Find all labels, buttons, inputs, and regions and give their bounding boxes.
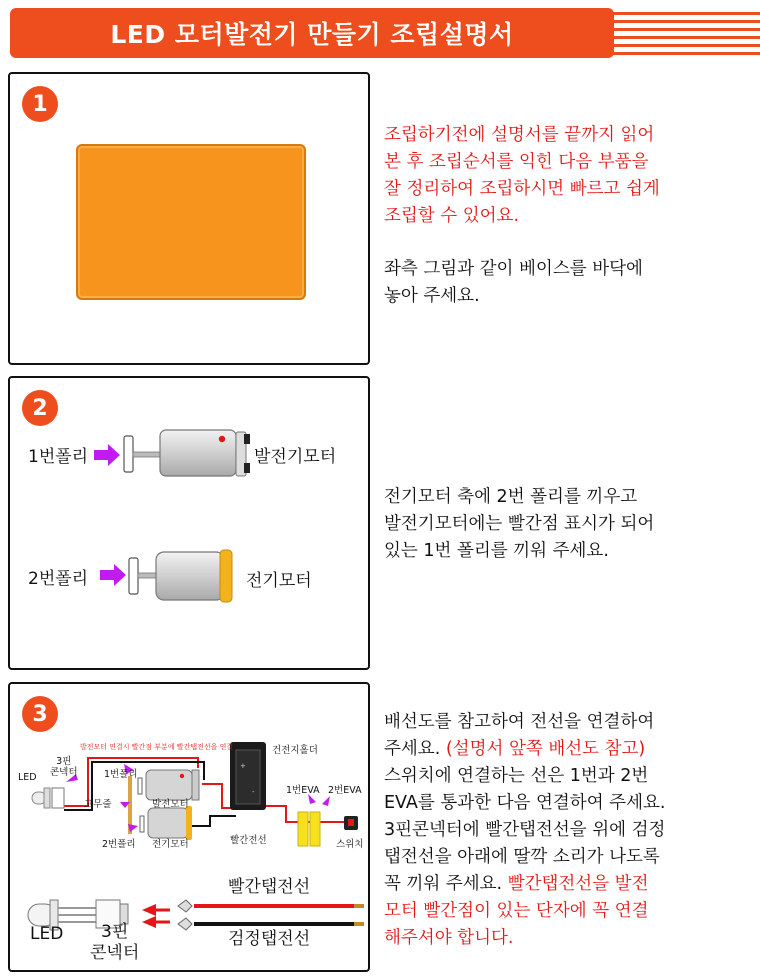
- diagram-connector-label: [50, 756, 78, 778]
- electric-motor-label: 전기모터: [246, 571, 312, 591]
- pulley1-icon: [124, 436, 133, 472]
- base-board-illustration: [76, 144, 306, 300]
- step1-instruction-text: [384, 256, 643, 310]
- step1-intro-line: 본 후 조립순서를 익힌 다음 부품을: [384, 152, 649, 172]
- red-tab-wire-label: 빨간탭전선: [228, 877, 311, 897]
- 3pin-connector-icon: [52, 788, 64, 808]
- red-arrow-icon: [142, 904, 156, 916]
- step1-intro-line: 조립하기전에 설명서를 끝까지 읽어: [384, 125, 655, 145]
- step3-text-red-segment: (설명서 앞쪽 배선도 참고): [445, 739, 646, 759]
- pulley1-label: 1번폴리: [28, 447, 89, 467]
- step3-instruction-line: [384, 898, 756, 925]
- step3-text-segment: EVA를 통과한 다음 연결하여 주세요.: [384, 793, 666, 813]
- step1-number-badge: 1: [22, 86, 58, 122]
- wiring-diagram: [10, 684, 368, 970]
- step3-text-red-segment: 모터 빨간점이 있는 단자에 꼭 연결: [384, 901, 649, 921]
- diagram-pulley1-label: 1번폴리: [104, 769, 138, 780]
- step3-text-segment: 3핀콘넥터에 빨간탭전선을 위에 검정: [384, 820, 666, 840]
- red-dot-marker-icon: [219, 436, 225, 442]
- step3-text-red-segment: 해주셔야 합니다.: [384, 928, 514, 948]
- step3-instruction-line: [384, 817, 756, 844]
- step3-instruction-line: [384, 709, 756, 736]
- step3-instruction-line: [384, 871, 756, 898]
- eva1-icon: [298, 812, 308, 846]
- step3-instruction-line: [384, 790, 756, 817]
- diagram-gen-motor-label: 발전모터: [152, 799, 189, 810]
- step3-text-segment: 스위치에 연결하는 선은 1번과 2번: [384, 766, 649, 786]
- step3-text-segment: 배선도를 참고하여 전선을 연결하여: [384, 712, 655, 732]
- led-icon: [32, 788, 50, 808]
- step1-instruction-line: 좌측 그림과 같이 베이스를 바닥에: [384, 259, 643, 279]
- diagram-red-wire-label: 빨간전선: [230, 835, 267, 846]
- generator-motor-label: 발전기모터: [254, 447, 337, 467]
- bottom-connector-line: 콘넥터: [90, 943, 140, 963]
- step2-number-badge: 2: [22, 390, 58, 426]
- step3-text-segment: 주세요.: [384, 739, 446, 759]
- purple-arrow-icon: [100, 570, 114, 580]
- diagram-battery-holder-label: 건전지홀더: [272, 745, 318, 756]
- step2-panel: [8, 376, 370, 670]
- black-tab-wire-label: 검정탭전선: [228, 929, 311, 949]
- red-tab-wire-icon: [178, 900, 364, 912]
- diagram-rubber-band-label: 고무줄: [84, 799, 112, 810]
- step2-instruction-line: 발전기모터에는 빨간점 표시가 되어: [384, 514, 655, 534]
- step3-instruction-text: [384, 709, 756, 952]
- svg-text:+: +: [240, 762, 246, 770]
- step3-instruction-line: [384, 844, 756, 871]
- diagram-switch-label: 스위치: [336, 839, 364, 850]
- step2-instruction-text: [384, 484, 654, 565]
- diagram-led-label: LED: [18, 772, 37, 783]
- step1-intro-text: [384, 122, 660, 230]
- step2-motors-illustration: [10, 378, 368, 668]
- eva2-icon: [310, 812, 320, 846]
- page-title: LED 모터발전기 만들기 조립설명서: [10, 8, 614, 58]
- step3-text-segment: 꼭 끼워 주세요.: [384, 874, 508, 894]
- step2-instruction-line: 전기모터 축에 2번 폴리를 끼우고: [384, 487, 638, 507]
- step3-instruction-line: [384, 763, 756, 790]
- red-arrow-icon: [142, 916, 156, 928]
- step3-number-badge: 3: [22, 696, 58, 732]
- electric-motor-icon: [100, 550, 232, 602]
- step3-panel: [8, 682, 370, 972]
- step3-text-segment: 탭전선을 아래에 딸깍 소리가 나도록: [384, 847, 660, 867]
- step1-panel: [8, 72, 370, 365]
- purple-arrow-icon: [94, 450, 108, 460]
- diagram-pulley2-label: 2번폴리: [102, 839, 136, 850]
- battery-holder-icon: [230, 742, 266, 810]
- svg-text:-: -: [252, 788, 255, 796]
- step3-instruction-line: [384, 925, 756, 952]
- diagram-note: 발전모터 연결시 빨간점 부분에 빨간탭전선을 연결: [80, 743, 234, 751]
- step1-intro-line: 잘 정리하여 조립하시면 빠르고 쉽게: [384, 179, 660, 199]
- step1-instruction-line: 놓아 주세요.: [384, 286, 480, 306]
- bottom-led-label: LED: [30, 924, 64, 944]
- diagram-eva2-label: 2번EVA: [328, 785, 362, 796]
- diagram-elec-motor-label: 전기모터: [152, 839, 189, 850]
- bottom-connector-line: 3핀: [101, 922, 129, 942]
- diagram-connector-line: 3핀: [56, 756, 72, 767]
- pulley2-label: 2번폴리: [28, 569, 89, 589]
- diagram-connector-line: 콘넥터: [50, 767, 78, 778]
- pulley2-icon: [129, 558, 138, 594]
- generator-motor-icon: [94, 430, 250, 476]
- step2-instruction-line: 있는 1번 폴리를 끼워 주세요.: [384, 541, 609, 561]
- step1-intro-line: 조립할 수 있어요.: [384, 206, 520, 226]
- step3-instruction-line: [384, 736, 756, 763]
- header-stripes-decoration: [612, 12, 760, 56]
- bottom-connector-label: [90, 922, 139, 964]
- step3-text-red-segment: 빨간탭전선을 발전: [507, 874, 649, 894]
- diagram-eva1-label: 1번EVA: [286, 785, 320, 796]
